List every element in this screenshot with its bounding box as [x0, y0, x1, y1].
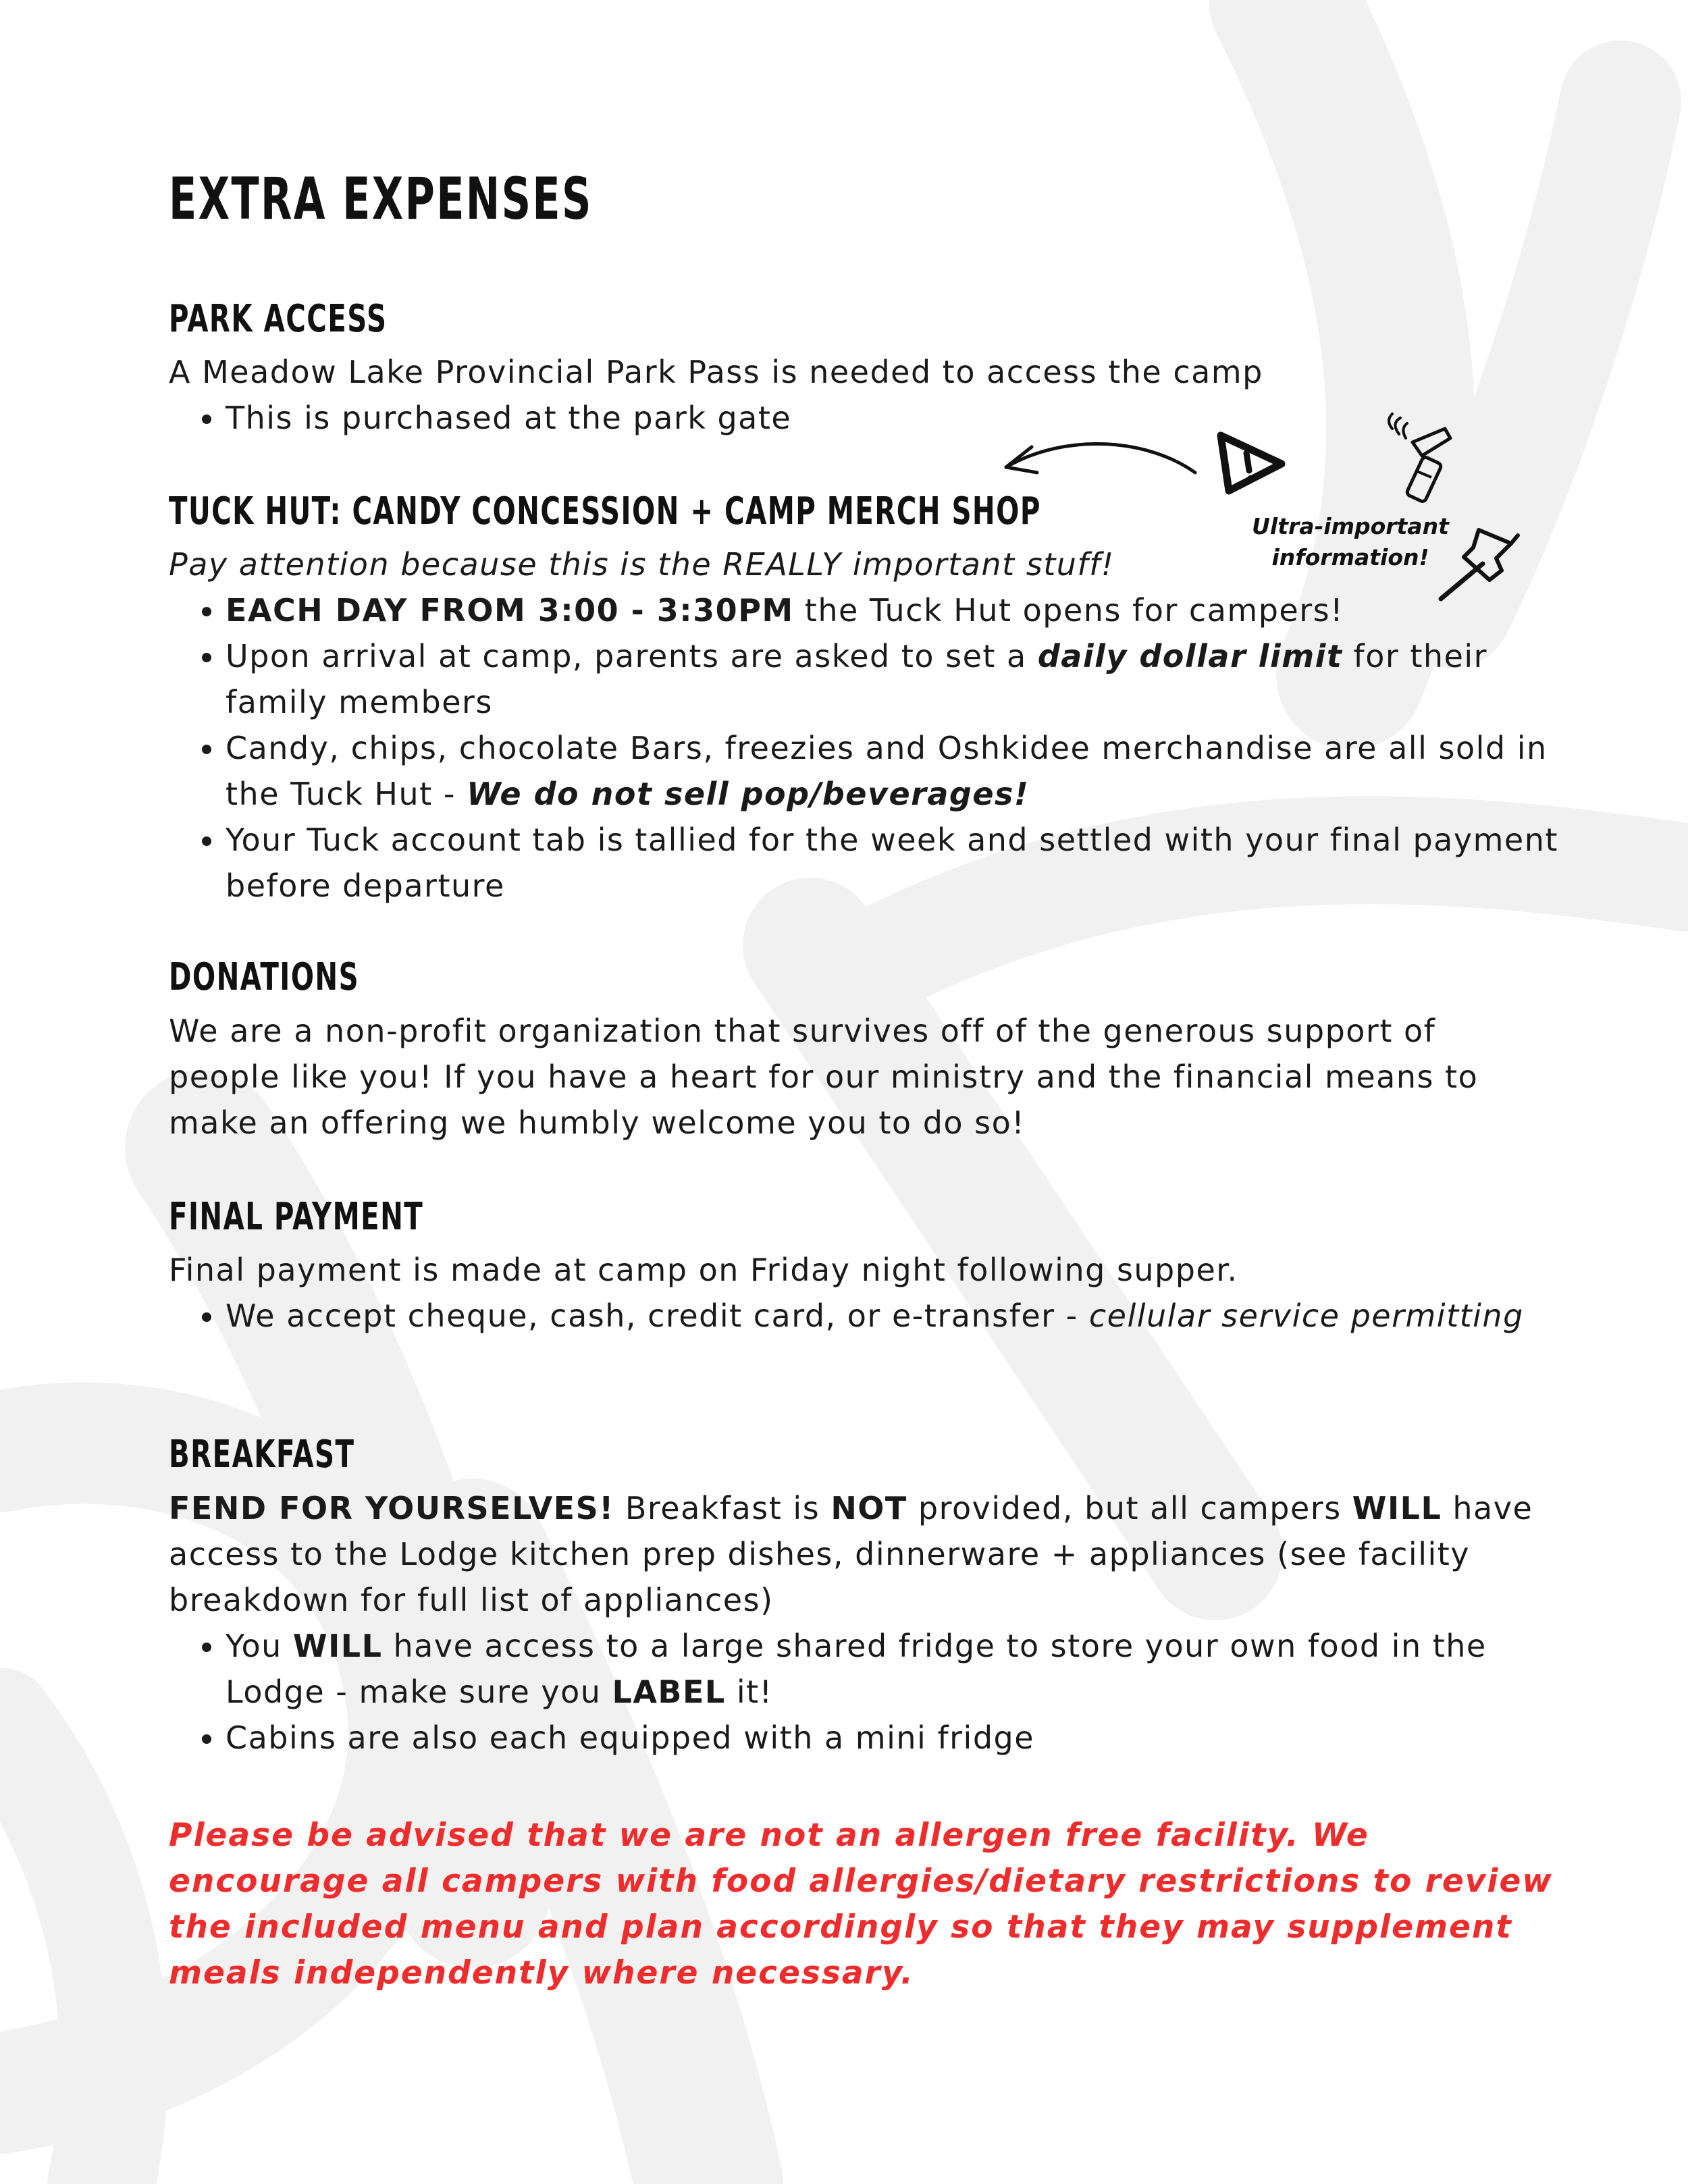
donations-text: We are a non-profit organization that survives off of the generous support of people like you! If you have a heart for our ministry and the financial means to make an offering we humbly welcome you to do so! [169, 1013, 1479, 1141]
tuck-hut-list [169, 587, 1583, 909]
callout-label: Ultra-important information! [1252, 513, 1449, 570]
push-pin-icon [1431, 516, 1526, 604]
list-item: • Your Tuck account tab is tallied for the week and settled with your final payment before departure [226, 817, 1583, 909]
final-payment-list [169, 1293, 1583, 1339]
breakfast-text: FEND FOR YOURSELVES! Breakfast is NOT provided, but all campers WILL have access to the Lodge kitchen prep dishes, dinnerware + appliances (see facility breakdown for full list of appliances) [169, 1490, 1533, 1618]
list-item: • Cabins are also each equipped with a mini fridge [226, 1715, 1583, 1761]
list-item: • This is purchased at the park gate [226, 395, 1583, 441]
park-access-list [169, 395, 1583, 441]
breakfast-list [169, 1623, 1583, 1761]
final-payment-heading: FINAL PAYMENT [169, 1195, 424, 1239]
list-item: • Candy, chips, chocolate Bars, freezies and Oshkidee merchandise are all sold in the Tuck Hut - We do not sell pop/beverages! [226, 725, 1583, 817]
page-title: EXTRA EXPENSES [169, 165, 593, 233]
park-access-text: A Meadow Lake Provincial Park Pass is needed to access the camp [169, 354, 1263, 390]
donations-heading: DONATIONS [169, 955, 360, 999]
list-item: • Upon arrival at camp, parents are asked to set a daily dollar limit for their family members [226, 633, 1583, 725]
arrow-icon [993, 432, 1209, 486]
list-item: • EACH DAY FROM 3:00 - 3:30PM the Tuck Hut opens for campers! [226, 587, 1583, 633]
air-horn-icon [1377, 408, 1465, 510]
warning-icon [1209, 422, 1290, 503]
list-item: • You WILL have access to a large shared fridge to store your own food in the Lodge - make sure you LABEL it! [226, 1623, 1583, 1715]
allergen-warning: Please be advised that we are not an allergen free facility. We encourage all campers with food allergies/dietary restrictions to review the included menu and plan accordingly so that they may supplement meals independently where necessary. [169, 1817, 1553, 1992]
tuck-hut-subtitle: Pay attention because this is the REALLY important stuff! [169, 546, 1115, 583]
final-payment-text: Final payment is made at camp on Friday night following supper. [169, 1252, 1238, 1288]
tuck-hut-heading: TUCK HUT: CANDY CONCESSION + CAMP MERCH SHOP [169, 489, 1041, 533]
list-item: • We accept cheque, cash, credit card, or e-transfer - cellular service permitting [226, 1293, 1583, 1339]
breakfast-heading: BREAKFAST [169, 1433, 355, 1476]
park-access-heading: PARK ACCESS [169, 297, 388, 341]
